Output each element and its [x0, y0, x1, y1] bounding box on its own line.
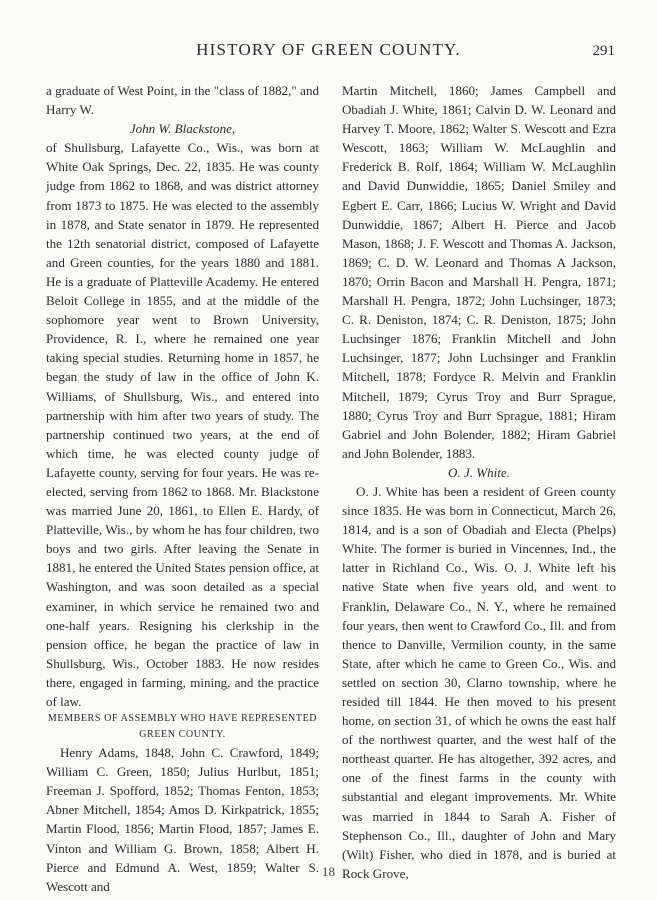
paragraph: Martin Mitchell, 1860; James Campbell and Obadiah J. White, 1861; Calvin D. W. Leonard and Harvey T. Moore, 1862; Walter S. Wescott and Ezra Wescott, 1863; William W. McLaughlin and Frederick B. Rolf, 1864; William W. McLaughlin and David Dunwiddie, 1865; Daniel Smiley and Egbert E. Carr, 1866; Lucius W. Wright and David Dunwiddie, 1867; Albert H. Pierce and Jacob Mason, 1868; J. F. Wescott and Thomas A. Jackson, 1869; C. D. W. Leonard and Thomas A Jackson, 1870; Orrin Bacon and Marshall H. Pengra, 1871; Marshall H. Pengra, 1872; John Luchsinger, 1873; C. R. Deniston, 1874; C. R. Deniston, 1875; John Luchsinger 1876; Franklin Mitchell and John Luchsinger, 1877; John Luchsinger and Franklin Mitchell, 1878; Fordyce R. Melvin and Franklin Mitchell, 1879; Cyrus Troy and Burr Sprague, 1880; Cyrus Troy and Burr Sprague, 1881; Hiram Gabriel and John Bolender, 1882; Hiram Gabriel and John Bolender, 1883. [342, 83, 616, 461]
paragraph: of Shullsburg, Lafayette Co., Wis., was born at White Oak Springs, Dec. 22, 1835. He was county judge from 1862 to 1868, and was district attorney from 1873 to 1875. He was elected to the assembly in 1878, and State senator in 1879. He represented the 12th senatorial district, composed of Lafayette and Green counties, for the years 1880 and 1881. He is a graduate of Platteville Academy. He entered Beloit College in 1855, and at the middle of the sophomore year went to Brown University, Providence, R. I., where he remained one year taking special studies. Returning home in 1857, he began the study of law in the office of John K. Williams, of Shullsburg, Wis., and entered into partnership with him after two years of study. The partnership continued two years, at the end of which time, he was elected county judge of Lafayette county, serving for four years. He was re-elected, serving from 1862 to 1868. Mr. Blackstone was married June 20, 1861, to Ellen E. Hardy, of Platteville, Wis., by whom he has four children, two boys and two girls. After leaving the Senate in 1881, he entered the United States pension office, at Washington, and was soon detailed as a special examiner, in which service he remained two and one-half years. Resigning his clerkship in the pension office, he began the practice of law in Shullsburg, Wis., October 1883. He now resides there, engaged in farming, mining, and the practice of law. [46, 140, 319, 709]
running-title: HISTORY OF GREEN COUNTY. [196, 40, 461, 59]
right-column [342, 81, 616, 883]
paragraph: a graduate of West Point, in the "class of 1882," and Harry W. [46, 83, 319, 118]
section-heading: MEMBERS OF ASSEMBLY WHO HAVE REPRESENTED GREEN COUNTY. [47, 713, 318, 741]
left-column [46, 81, 319, 896]
biography-heading: O. J. White. [448, 464, 510, 480]
signature-mark: 18 [322, 864, 335, 879]
page-number: 291 [592, 43, 615, 59]
biography-heading: John W. Blackstone, [129, 121, 236, 137]
paragraph: Henry Adams, 1848, John C. Crawford, 1849; William C. Green, 1850; Julius Hurlbut, 1851; Freeman J. Spofford, 1852; Thomas Fenton, 1853; Abner Mitchell, 1854; Amos D. Kirkpatrick, 1855; Martin Flood, 1856; Martin Flood, 1857; James E. Vinton and William G. Brown, 1858; Albert H. Pierce and Edmund A. West, 1859; Walter S. Wescott and [46, 745, 319, 894]
page-header [0, 40, 657, 70]
paragraph: O. J. White has been a resident of Green county since 1835. He was born in Connecticut, March 26, 1814, and is a son of Obadiah and Electa (Phelps) White. The former is buried in Vincennes, Ind., the latter in Richland Co., Wis. O. J. White left his native State when five years old, and went to Franklin, Delaware Co., N. Y., where he remained four years, then went to Crawford Co., Ill. and from thence to Danville, Vermilion county, in the same State, after which he came to Green Co., Wis. and settled on section 30, Clarno township, where he resided till 1844. He then moved to his present home, on section 31, of which he owns the east half of the northwest quarter, and the west half of the northeast quarter. He has altogether, 392 acres, and one of the finest farms in the county with substantial and elegant improvements. Mr. White was married in 1844 to Sarah A. Fisher of Stephenson Co., Ill., daughter of John and Mary (Wilt) Fisher, who died in 1878, and is buried at Rock Grove, [342, 483, 616, 881]
